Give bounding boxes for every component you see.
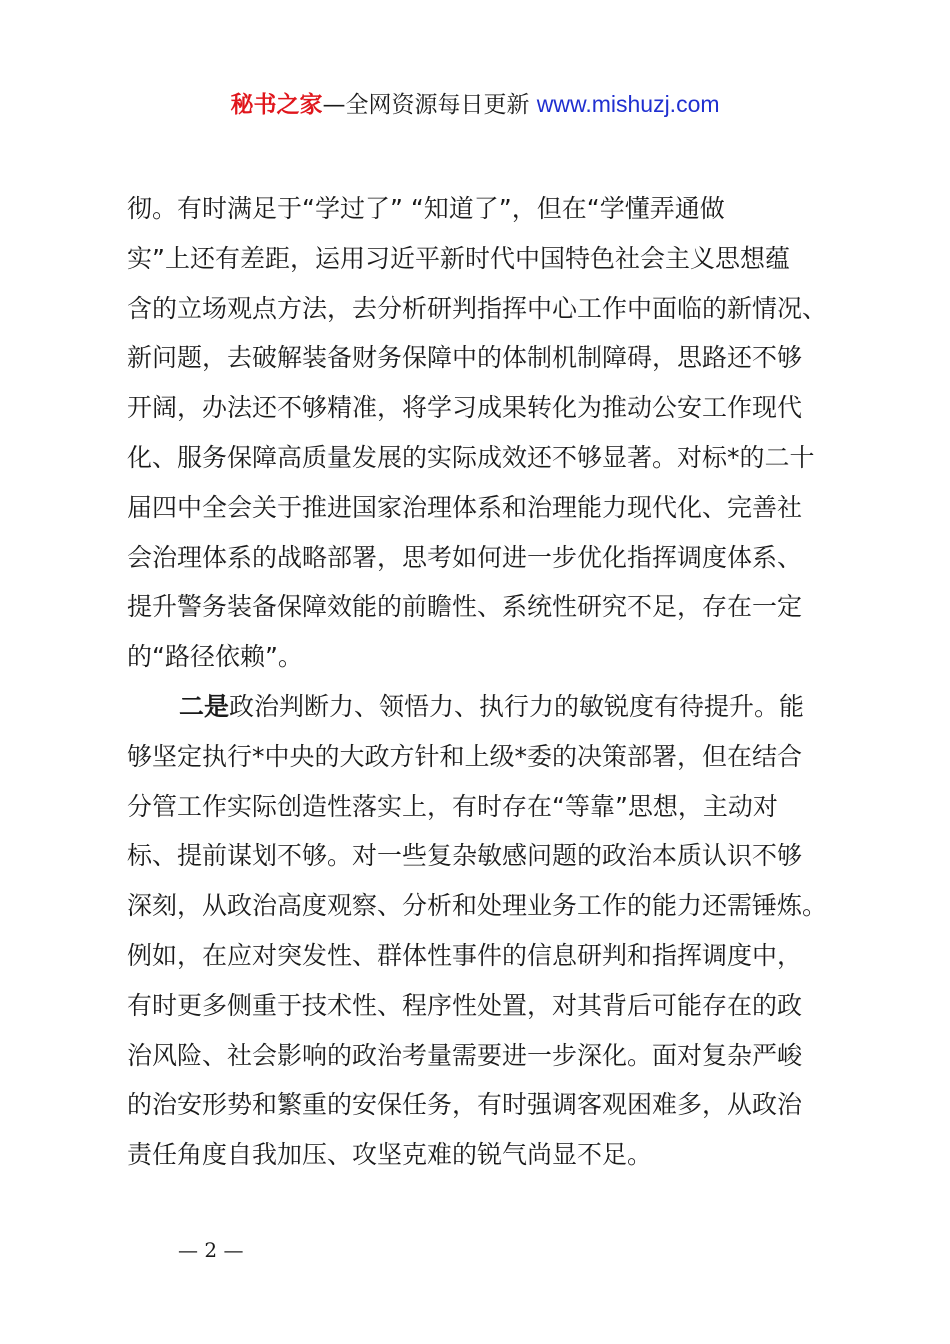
text-line: 治风险、社会影响的政治考量需要进一步深化。面对复杂严峻	[127, 1040, 803, 1070]
text-line: 的治安形势和繁重的安保任务，有时强调客观困难多，从政治	[127, 1090, 803, 1120]
text-line: 分管工作实际创造性落实上，有时存在“等靠”思想，主动对	[127, 791, 778, 821]
paragraph-2	[127, 682, 841, 1180]
text-line: 有时更多侧重于技术性、程序性处置，对其背后可能存在的政	[127, 990, 803, 1020]
text-line: 提升警务装备保障效能的前瞻性、系统性研究不足，存在一定	[127, 592, 803, 622]
text-line: 例如，在应对突发性、群体性事件的信息研判和指挥调度中，	[127, 940, 803, 970]
site-url-link[interactable]: www.mishuzj.com	[536, 91, 720, 117]
text-line: 新问题，去破解装备财务保障中的体制机制障碍，思路还不够	[127, 343, 803, 373]
paragraph-1	[127, 184, 841, 682]
text-line: 届四中全会关于推进国家治理体系和治理能力现代化、完善社	[127, 492, 803, 522]
paragraph-first-line	[127, 682, 841, 732]
paragraph-lead: 二是	[179, 691, 230, 721]
text-line-rest: 政治判断力、领悟力、执行力的敏锐度有待提升。能	[229, 691, 805, 721]
text-line: 彻。有时满足于“学过了” “知道了”，但在“学懂弄通做	[127, 194, 725, 223]
text-line: 开阔，办法还不够精准，将学习成果转化为推动公安工作现代	[127, 393, 803, 423]
text-line: 的“路径依赖”。	[127, 642, 303, 672]
page-number: — 2 —	[178, 1238, 244, 1262]
text-line: 实”上还有差距，运用习近平新时代中国特色社会主义思想蕴	[127, 243, 790, 273]
document-body	[127, 184, 841, 1180]
brand-name: 秘书之家	[230, 92, 323, 118]
text-line: 含的立场观点方法，去分析研判指挥中心工作中面临的新情况、	[127, 293, 828, 323]
text-line: 会治理体系的战略部署，思考如何进一步优化指挥调度体系、	[127, 542, 803, 572]
text-line: 够坚定执行*中央的大政方针和上级*委的决策部署，但在结合	[127, 741, 803, 771]
header-slogan: —全网资源每日更新	[322, 92, 530, 118]
text-line: 责任角度自我加压、攻坚克难的锐气尚显不足。	[127, 1140, 653, 1170]
page-header	[0, 86, 950, 123]
text-line: 标、提前谋划不够。对一些复杂敏感问题的政治本质认识不够	[127, 841, 803, 871]
text-line: 深刻，从政治高度观察、分析和处理业务工作的能力还需锤炼。	[127, 891, 828, 921]
text-line: 化、服务保障高质量发展的实际成效还不够显著。对标*的二十	[127, 442, 815, 472]
